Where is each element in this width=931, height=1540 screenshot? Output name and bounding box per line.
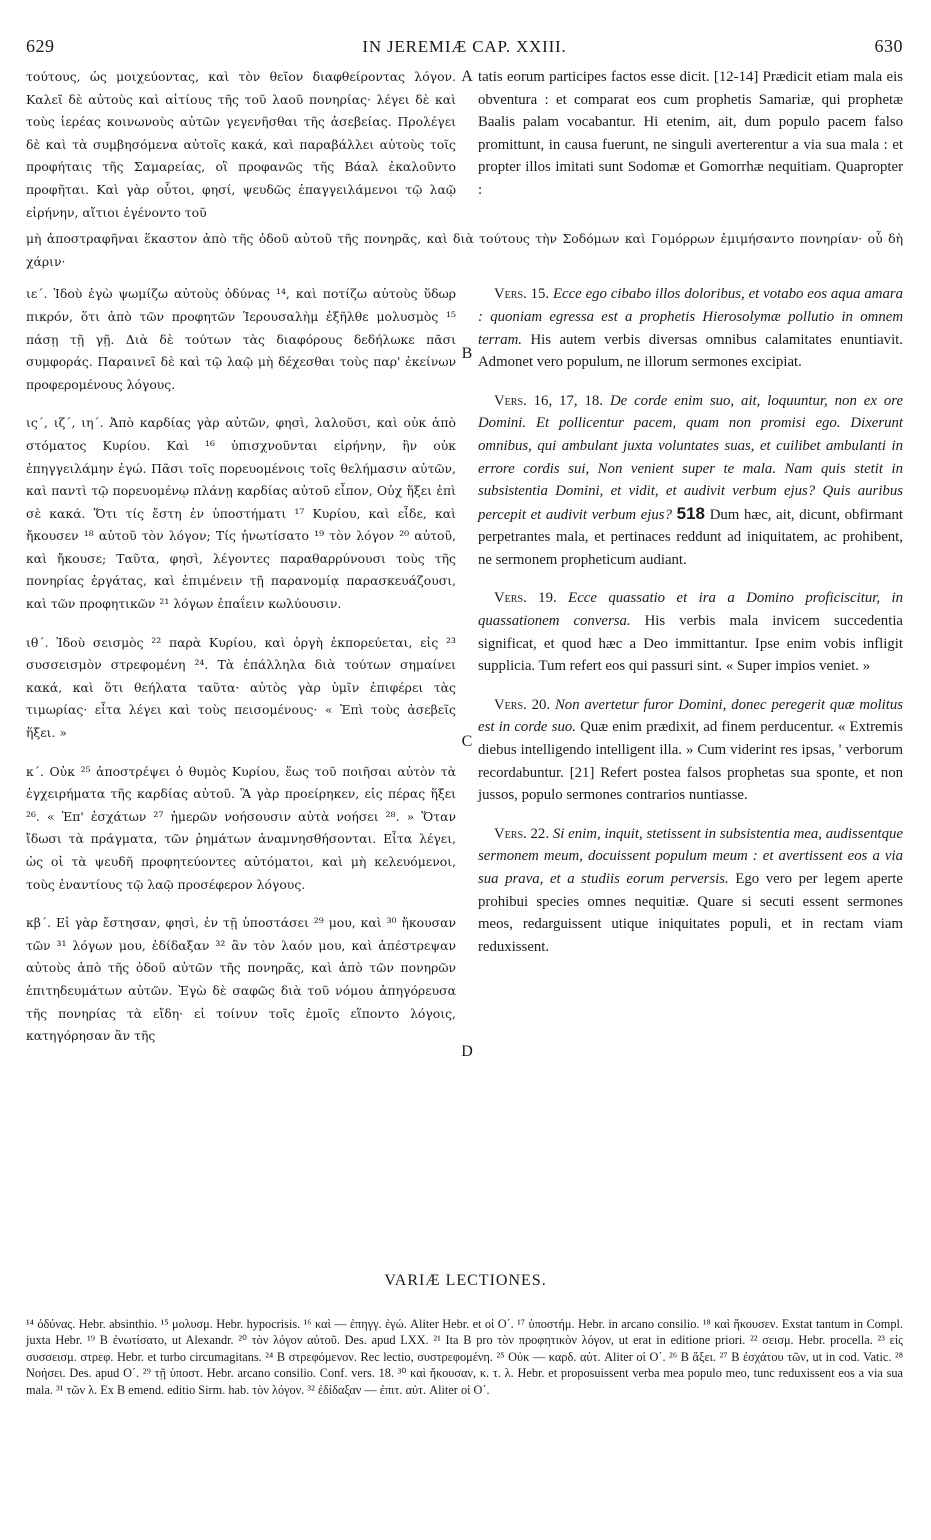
margin-marker-d: D	[461, 1043, 473, 1061]
variae-lectiones-title: VARIÆ LECTIONES.	[384, 1272, 547, 1289]
greek-paragraph-1: τούτους, ὡς μοιχεύοντας, καὶ τὸν θεῖον διαφθείροντας λόγον. Καλεῖ δὲ αὐτοὺς καὶ αἰτίους τῆς τοῦ λαοῦ πονηρίας· λέγει δὲ καὶ τοὺς ἱερέας κοινωνοὺς αὐτῶν γεγενῆσθαι τῆς ἀσεβείας. Προλέγει δὲ καὶ τὰ συμβησόμενα αὐτοῖς κακά, καὶ παραβάλλει αὐτοὺς τοῖς προφήταις τῆς Σαμαρείας, οἳ προφανῶς τῆς Βάαλ ἐκαλοῦντο προφῆται. Καὶ γὰρ οὗτοι, φησί, ψευδῶς ἐπαγγειλάμενοι τῷ λαῷ εἰρήνην, αἴτιοι ἐγένοντο τοῦ	[26, 69, 456, 220]
right-page-number: 630	[874, 36, 903, 56]
page-header	[26, 36, 903, 62]
verse-commentary: Ego vero per legem aperte prohibui species omnes nequitiæ. Quare si secuti essent sermones meos, redarguissent utique iniquitates populi, et in rectam viam reduxissent.	[478, 871, 903, 955]
latin-verse-19	[478, 587, 903, 677]
greek-verse-16-18: ις΄, ιζ΄, ιη΄. Ἀπὸ καρδίας γὰρ αὐτῶν, φησὶ, λαλοῦσι, καὶ οὐκ ἀπὸ στόματος Κυρίου. Καὶ ¹⁶ ὑπισχνοῦνται εἰρήνην, ἣν οὐκ ἐπηγγειλάμην ἐγώ. Πᾶσι τοῖς πορευομένοις τοῖς θελήμασιν αὐτῶν, καὶ παντὶ τῷ πορευομένῳ πλάνῃ καρδίας αὐτοῦ εἶπον, Οὐχ ἥξει ἐπὶ σὲ κακά. Ὅτι τίς ἔστη ἐν ὑποστήματι ¹⁷ Κυρίου, καὶ εἶδε, καὶ ἤκουσεν ¹⁸ αὐτοῦ τὸν λόγον; Τίς ἠνωτίσατο ¹⁹ τὸν λόγον ²⁰ αὐτοῦ, καὶ ἤκουσε; Ταῦτα, φησὶ, λέγοντες παραθαρρύνουσι τοὺς τῆς πονηρίας ἐργάτας, καὶ ἐπιμένειν τῇ παρανομίᾳ παρασκευάζουσι, καὶ τῶν προφητικῶν ²¹ λόγων ἐπαΐειν κωλύουσιν.	[26, 415, 456, 612]
verse-quote: Ecce quassatio et ira a Domino proficiscitur, in quassationem conversa.	[478, 590, 904, 630]
verse-heading: Vers. 22.	[494, 825, 550, 842]
latin-column-2	[478, 283, 903, 1063]
margin-markers-2	[460, 283, 474, 1063]
spanning-greek-line: μὴ ἀποστραφῆναι ἕκαστον ἀπὸ τῆς ὁδοῦ αὐτοῦ τῆς πονηρᾶς, καὶ διὰ τούτους τὴν Σοδόμων καὶ Γομόρρων ἐμιμήσαντο πονηρίαν· οὗ δὴ χάριν·	[26, 231, 903, 269]
verse-heading: Vers. 16, 17, 18.	[494, 392, 603, 409]
two-column-text	[26, 66, 903, 1064]
verse-heading: Vers. 20.	[494, 696, 551, 713]
greek-column	[26, 66, 456, 228]
verse-quote: Si enim, inquit, stetissent in subsistentia mea, audissentque sermonem meum, docuissent populum meum : et avertissent eos a via sua prava, et a studiis eorum perversis.	[478, 825, 904, 887]
verse-heading: Vers. 15.	[494, 286, 550, 303]
latin-verse-15	[478, 283, 903, 373]
greek-verse-20: κ΄. Οὐκ ²⁵ ἀποστρέψει ὁ θυμὸς Κυρίου, ἕως τοῦ ποιῆσαι αὐτὸν τὰ ἐγχειρήματα τῆς καρδίας αὐτοῦ. Ἃ γὰρ προείρηκεν, εἰς πέρας ἥξει ²⁶. « Ἐπ' ἐσχάτων ²⁷ ἡμερῶν νοήσουσιν αὐτὰ νοήσει ²⁸. » Ὅταν ἴδωσι τὰ πράγματα, τῶν ῥημάτων ἀναμνησθήσονται. Εἶτα λέγει, ὡς οἱ τὰ ψευδῆ προφητεύοντες αὐτόματοι, καὶ μὴ κελευόμενοι, τοὺς ἐναντίους τῷ λαῷ προσέφερον λόγους.	[26, 763, 456, 892]
latin-column	[478, 66, 903, 228]
margin-marker-a: A	[461, 68, 473, 85]
latin-paragraph-1: tatis eorum participes factos esse dicit. [12-14] Prædicit etiam mala eis obventura : et comparat eos cum prophetis Samariæ, qui prophetæ Baalis palam vocabantur. Hi etenim, ait, dum populo pacem falso promittunt, in causa fuerunt, ne singuli averterentur a via sua mala : et propter illos imitati sunt Sodomæ et Gomorrhæ nequitiam. Quapropter :	[478, 69, 903, 198]
verse-commentary: His autem verbis diversas omnibus calamitates enuntiavit. Admonet vero populum, ne illorum sermones excipiat.	[478, 331, 903, 371]
verse-quote: De corde enim suo, ait, loquuntur, non ex ore Domini. Et pollicentur pacem, quam non promisi ego. Dixerunt omnibus, qui ambulant juxta voluntates suas, et cuilibet ambulanti in errore cordis sui, Non venient super te mala. Nam quis stetit in subsistentia Domini, et vidit, et audivit verbum ejus? Quis auribus percepit et audivit verbum ejus?	[478, 392, 904, 523]
greek-verse-22: κβ΄. Εἰ γὰρ ἔστησαν, φησὶ, ἐν τῇ ὑποστάσει ²⁹ μου, καὶ ³⁰ ἤκουσαν τῶν ³¹ λόγων μου, ἐδίδαξαν ³² ἂν τὸν λαόν μου, καὶ ἀπέστρεψαν αὐτοὺς ἀπὸ τῆς ὁδοῦ αὐτῶν τῆς πονηρᾶς, καὶ ἀπὸ τῶν πονηρῶν ἐπιτηδευμάτων αὐτῶν. Ἐγὼ δὲ σαφῶς διὰ τοῦ νόμου ἀπηγόρευσα τῆς πονηρίας τὰ εἴδη· εἰ τοίνυν τοῖς ἐμοῖς εἵποντο λόγοις, κατηγόρησαν ἂν τῆς	[26, 915, 456, 1044]
margin-marker-c: C	[461, 733, 473, 751]
left-page-number: 629	[26, 36, 55, 56]
verse-commentary: Dum hæc, ait, dicunt, obfirmant perpetrantes mala, et pertinaces reddunt ad iniquitatem, ac prohibent, ne sermonem propheticum audiant.	[478, 506, 903, 568]
column-number: 518	[676, 503, 706, 523]
variae-lectiones-notes: ¹⁴ ὀδύνας. Hebr. absinthio. ¹⁵ μολυσμ. Hebr. hypocrisis. ¹⁶ καὶ — ἐπηγγ. ἐγώ. Aliter Hebr. et οἱ Ο΄. ¹⁷ ὑποστήμ. Hebr. in arcano consilio. ¹⁸ καὶ ἤκουσεν. Exstat tantum in Compl. juxta Hebr. ¹⁹ B ἐνωτίσατο, ut Alexandr. ²⁰ τὸν λόγον αὐτοῦ. Des. apud LXX. ²¹ Ita B pro τὸν προφητικὸν λόγον, ut erat in editione priori. ²² σεισμ. Hebr. procella. ²³ εἰς συσσεισμ. στρεφ. Hebr. et turbo circumagitans. ²⁴ B στρεφόμενον. Rec lectio, συστρεφομένη. ²⁵ Οὐκ — καρδ. αὐτ. Aliter οἱ Ο΄. ²⁶ B ἄξει. ²⁷ B ἐσχάτου τῶν, ut in cod. Vatic. ²⁸ Νοήσει. Des. apud Ο΄. ²⁹ τῇ ὑποστ. Hebr. arcano consilio. Conf. vers. 18. ³⁰ καὶ ἤκουσαν, κ. τ. λ. Hebr. et proposuissent verba mea populo meo, tunc reduxissent eos a via sua mala. ³¹ τῶν λ. Ex B emend. editio Sirm. hab. τὸν λόγον. ³² ἐδίδαξαν — ἐπιτ. αὐτ. Aliter οἱ Ο΄.	[26, 1317, 903, 1397]
latin-verse-22	[478, 823, 903, 959]
greek-verse-19: ιθ΄. Ἰδοὺ σεισμὸς ²² παρὰ Κυρίου, καὶ ὀργὴ ἐκπορεύεται, εἰς ²³ συσσεισμὸν στρεφομένη ²⁴. Τὰ ἐπάλληλα διὰ τούτων σημαίνει κακά, καὶ ὅτι θεήλατα ταῦτα· αὐτὸς γὰρ ὑμῖν ἐπιφέρει τὰς τιμωρίας· εἶτα λέγει καὶ τοὺς πεισομένους· « Ἐπὶ τοὺς ἀσεβεῖς ἥξει. »	[26, 634, 456, 741]
greek-verse-15: ιε΄. Ἰδοὺ ἐγὼ ψωμίζω αὐτοὺς ὀδύνας ¹⁴, καὶ ποτίζω αὐτοὺς ὕδωρ πικρόν, ὅτι ἀπὸ τῶν προφητῶν Ἱερουσαλὴμ ἐξῆλθε μολυσμὸς ¹⁵ πάσῃ τῇ γῇ. Διὰ δὲ τούτων τὰς διαφόρους δεδήλωκε πᾶσι συμφοράς. Παραινεῖ δὲ καὶ τῷ λαῷ μὴ δέχεσθαι τοὺς παρ' ἐκείνων προφερομένους λόγους.	[26, 286, 456, 392]
margin-marker-b: B	[461, 345, 473, 363]
latin-verse-20	[478, 694, 903, 807]
verse-quote: Ecce ego cibabo illos doloribus, et votabo eos aqua amara : quoniam egressa est a prophetis Hierosolymæ pollutio in omnem terram.	[478, 286, 904, 348]
greek-column-2	[26, 283, 456, 1063]
margin-markers	[460, 66, 474, 228]
verse-commentary: Quæ enim prædixit, ad finem perducentur. « Extremis diebus intelligendo intelligent illa. » Cum viderint res ipsas, ' verborum recordabuntur. [21] Refert postea falsos prophetas sua sponte, et non jussos, populo sermones contrarios nuntiasse.	[478, 719, 903, 804]
running-title: IN JEREMIÆ CAP. XXIII.	[362, 37, 567, 56]
verse-quote: Non avertetur furor Domini, donec peregerit quæ molitus est in corde suo.	[478, 696, 904, 736]
verse-commentary: His verbis mala invicem succedentia significat, et quod hæc a Deo immittantur. Ipse enim vobis infligit supplicia. Tum refert eos qui passuri sint. « Super impios veniet. »	[478, 613, 903, 675]
verse-heading: Vers. 19.	[494, 590, 557, 607]
latin-verse-16-18	[478, 390, 903, 572]
